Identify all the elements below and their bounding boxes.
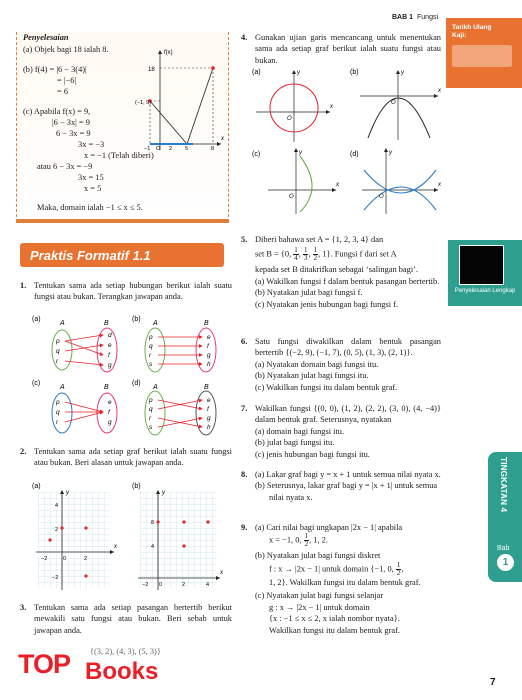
q1a-d: d xyxy=(108,332,112,339)
q5-b: (b) Nyatakan julat bagi fungsi f. xyxy=(255,288,363,298)
q1a-r: r xyxy=(56,358,59,365)
q2b-x-0: 0 xyxy=(159,582,163,588)
q9-c3: {x : −1 ≤ x ≤ 2, x ialah nombor nyata}. xyxy=(269,614,400,624)
q2b-y-4: 4 xyxy=(151,544,155,550)
q7-text: Wakilkan fungsi {(0, 0), (1, 2), (2, 2), (3, 0), (4, −4)} dalam bentuk graf. Seterusnya, nyatakan xyxy=(255,404,441,425)
q5-line1: Diberi bahawa set A = {1, 2, 3, 4} dan xyxy=(255,235,384,244)
q1c-set-a: A xyxy=(60,384,65,391)
q8-b: (b) Seterusnya, lakar graf bagi y = |x + 1| untuk semua nilai nyata x. xyxy=(255,481,438,502)
qr-code-icon[interactable] xyxy=(459,245,504,285)
tingkatan-text: TINGKATAN 4 xyxy=(499,457,509,513)
q9-frac-half-b: $\frac{1}{2}$ xyxy=(396,560,401,577)
q7-b: (b) julat bagi fungsi itu. xyxy=(255,438,335,448)
q4a-x: x xyxy=(330,104,333,110)
q1b-set-a: A xyxy=(153,320,158,327)
q1-arrow-diagrams xyxy=(32,313,232,443)
q4d-x: x xyxy=(438,182,441,188)
q6-a: (a) Nyatakan domain bagi fungsi itu. xyxy=(255,359,379,369)
q9-b1: (b) Nyatakan julat bagi fungsi diskret xyxy=(255,551,381,561)
q1c-r: r xyxy=(56,419,59,426)
q4a-y: y xyxy=(297,70,300,76)
tarikh-ulang-kaji xyxy=(446,18,522,88)
q4c-x: x xyxy=(336,182,339,188)
topbooks-logo-books: Books xyxy=(85,658,159,685)
q1b-f: f xyxy=(207,343,209,350)
q1b-q: q xyxy=(149,343,153,350)
solution-c9: Maka, domain ialah −1 ≤ x ≤ 5. xyxy=(37,203,143,212)
q5-frac-1-3: $\frac{1}{3}$ xyxy=(303,246,308,263)
graph-x-tick-8: 8 xyxy=(211,146,215,151)
solution-box-bottom-bar xyxy=(16,219,229,223)
q1b-s: s xyxy=(149,361,153,368)
graph-y-label: f(x) xyxy=(164,50,173,56)
q9-c1: (c) Nyatakan julat bagi fungsi selanjar xyxy=(255,591,384,601)
q2a-y-minus2: −2 xyxy=(52,575,59,581)
q5-line3: kepada set B ditakrifkan sebagai ‘salingan bagi’. xyxy=(255,265,419,275)
solution-c1: (c) Apabila f(x) = 9, xyxy=(23,107,91,116)
q1a-set-a: A xyxy=(60,320,65,327)
q4-graphs xyxy=(252,66,442,216)
q1c-q: q xyxy=(56,409,60,416)
q2a-y-2: 2 xyxy=(55,527,59,533)
q1c-f: f xyxy=(108,409,110,416)
q4-part-a: (a) xyxy=(252,69,261,76)
q2a-y-label: y xyxy=(66,490,69,496)
q1d-g: g xyxy=(207,415,211,422)
q1b-p: p xyxy=(149,334,153,341)
q9-frac-half-a: $\frac{1}{2}$ xyxy=(304,532,309,549)
tarikh-label: Tarikh Ulang Kaji: xyxy=(452,24,492,39)
q2-part-a: (a) xyxy=(32,483,41,490)
topic-label: Fungsi xyxy=(417,14,439,21)
solution-b3: = 6 xyxy=(57,87,69,96)
q1b-h: h xyxy=(207,361,211,368)
q1d-e: e xyxy=(207,397,211,404)
q1a-set-b: B xyxy=(104,320,109,327)
q6-b: (b) Nyatakan julat bagi fungsi itu. xyxy=(255,371,369,381)
q1a-q: q xyxy=(56,348,60,355)
q4-part-c: (c) xyxy=(252,151,261,158)
solution-c7: 3x = 15 xyxy=(78,173,104,182)
q1d-q: q xyxy=(149,406,153,413)
q1a-p: p xyxy=(56,338,60,345)
q7-c: (c) jenis hubungan bagi fungsi itu. xyxy=(255,449,370,459)
q5-number: 5. xyxy=(241,235,248,244)
q1d-s: s xyxy=(149,424,153,431)
q9-c2: g : x → |2x − 1| untuk domain xyxy=(269,602,370,612)
q1b-set-b: B xyxy=(204,320,209,327)
page-number: 7 xyxy=(490,677,496,688)
solution-c5: x = −1 (Telah diberi) xyxy=(84,151,154,160)
q2b-y-label: y xyxy=(162,490,165,496)
q4b-y: y xyxy=(401,70,404,76)
chapter-label: BAB 1 xyxy=(392,14,414,21)
q9-c4: Wakilkan fungsi itu dalam bentuk graf. xyxy=(269,625,400,635)
q6-text: Satu fungsi diwakilkan dalam bentuk pasangan bertertib {(−2, 9), (−1, 7), (0, 5), (1, 3), (2, 1)}. xyxy=(255,337,441,358)
q4b-x: x xyxy=(438,88,441,94)
q4a-o: O xyxy=(287,116,292,122)
solution-title: Penyelesaian xyxy=(23,33,69,42)
q2a-x-2: 2 xyxy=(84,556,88,562)
q2-part-b: (b) xyxy=(132,483,141,490)
q5-line2a: set B = {0, xyxy=(255,249,292,259)
q8-a: (a) Lakar graf bagi y = x + 1 untuk semua nilai nyata x. xyxy=(255,470,441,479)
penyelesaian-lengkap-panel[interactable] xyxy=(448,240,522,306)
q3-partial-set: {(3, 2), (4, 3), (5, 3)} xyxy=(90,647,161,656)
q2-text: Tentukan sama ada setiap graf berikut ialah suatu fungsi atau bukan. Beri alasan untuk jawapan anda. xyxy=(34,447,232,468)
graph-x-tick-5: 5 xyxy=(185,146,189,151)
graph-x-label: x xyxy=(221,136,224,142)
topbooks-logo-top: TOP xyxy=(18,649,71,679)
q1c-g: g xyxy=(108,419,112,426)
q2b-y-8: 8 xyxy=(151,520,155,526)
q4c-o: O xyxy=(289,194,294,200)
q9-a2b: , 1, 2. xyxy=(309,535,328,545)
q7-number: 7. xyxy=(241,404,248,413)
q6-number: 6. xyxy=(241,337,248,346)
q1d-p: p xyxy=(149,397,153,404)
bab-label: Bab xyxy=(497,545,510,552)
q5-line2b: , 1}. Fungsi f dari set A xyxy=(318,249,397,259)
q1a-f: f xyxy=(108,352,110,359)
graph-x-tick-minus1: −1 xyxy=(144,146,151,151)
q1b-g: g xyxy=(207,352,211,359)
q5-frac-1-4: $\frac{1}{4}$ xyxy=(294,246,298,263)
solution-c6: atau 6 − 3x = −9 xyxy=(37,162,93,171)
bab-number-badge: 1 xyxy=(497,554,514,571)
q1a-e: e xyxy=(108,342,112,349)
solution-c2: |6 − 3x| = 9 xyxy=(52,118,90,127)
q4b-o: O xyxy=(391,100,396,106)
q7-a: (a) domain bagi fungsi itu. xyxy=(255,426,345,436)
q9-b2b: , xyxy=(401,564,404,574)
q5-a: (a) Wakilkan fungsi f dalam bentuk pasangan bertertib. xyxy=(255,276,440,286)
q8-number: 8. xyxy=(241,470,248,479)
solution-a: (a) Objek bagi 18 ialah 8. xyxy=(23,45,109,54)
q5-frac-1-2: $\frac{1}{2}$ xyxy=(313,246,318,263)
graph-point-label: (−1, 9) xyxy=(135,100,152,106)
q9-a2a: x = −1, 0, xyxy=(269,535,302,545)
q2a-x-minus2: −2 xyxy=(41,556,48,562)
q2b-x-minus2: −2 xyxy=(142,582,149,588)
q1d-set-a: A xyxy=(153,384,158,391)
q3-number: 3. xyxy=(20,603,27,612)
q9-b2a: f : x → |2x − 1| untuk domain {−1, 0, xyxy=(269,564,394,574)
q1-text: Tentukan sama ada setiap hubungan berikut ialah suatu fungsi atau bukan. Terangkan jawapan anda. xyxy=(34,281,232,302)
q1-part-a: (a) xyxy=(32,316,41,323)
q2a-x-label: x xyxy=(114,544,117,550)
q4-text: Gunakan ujian garis mencancang untuk menentukan sama ada setiap graf berikut ialah suatu fungsi atau bukan. xyxy=(255,33,441,65)
q4-part-b: (b) xyxy=(350,69,359,76)
page-header xyxy=(392,13,438,23)
point-8-18 xyxy=(211,66,215,70)
q9-number: 9. xyxy=(241,523,248,532)
q2b-x-label: x xyxy=(220,570,223,576)
q4c-y: y xyxy=(299,150,302,156)
q1b-e: e xyxy=(207,334,211,341)
graph-y-tick-18: 18 xyxy=(148,67,155,73)
q1d-set-b: B xyxy=(204,384,209,391)
q5-c: (c) Nyatakan jenis hubungan bagi fungsi f. xyxy=(255,299,399,309)
q2a-x-0: 0 xyxy=(63,556,67,562)
q4d-y: y xyxy=(389,150,392,156)
q4-part-d: (d) xyxy=(350,151,359,158)
q4d-o: O xyxy=(379,194,384,200)
q1-number: 1. xyxy=(20,281,27,290)
graph-origin: O xyxy=(156,146,161,151)
q2b-x-4: 4 xyxy=(206,582,210,588)
q2b-x-2: 2 xyxy=(182,582,186,588)
q1c-set-b: B xyxy=(104,384,109,391)
q4-number: 4. xyxy=(241,33,248,42)
solution-graph xyxy=(135,46,225,151)
solution-b1: (b) f(4) = |6 − 3(4)| xyxy=(23,65,87,74)
tarikh-input-box[interactable] xyxy=(452,45,512,67)
solution-b2: = |−6| xyxy=(57,76,77,85)
q1d-r: r xyxy=(149,415,152,422)
q1d-h: h xyxy=(207,424,211,431)
q2a-y-4: 4 xyxy=(55,503,59,509)
solution-c8: x = 5 xyxy=(84,184,102,193)
q1b-r: r xyxy=(149,352,152,359)
q1a-g: g xyxy=(108,362,112,369)
q3-text: Tentukan sama ada setiap pasangan bertertib berikut mewakili satu fungsi atau bukan. Beri sebab untuk jawapan anda. xyxy=(34,603,232,635)
q6-c: (c) Wakilkan fungsi itu dalam bentuk graf. xyxy=(255,382,398,392)
q2-number: 2. xyxy=(20,447,27,456)
q1c-e: e xyxy=(108,399,112,406)
graph-x-tick-2: 2 xyxy=(169,146,173,151)
penyelesaian-lengkap-label: Penyelesaian Lengkap xyxy=(454,288,516,294)
q1d-f: f xyxy=(207,406,209,413)
q1c-p: p xyxy=(56,399,60,406)
q9-b3: 1, 2}. Wakilkan fungsi itu dalam bentuk graf. xyxy=(269,577,421,587)
solution-c3: 6 − 3x = 9 xyxy=(56,129,91,138)
q1-part-d: (d) xyxy=(132,380,141,387)
praktis-formatif-heading: Praktis Formatif 1.1 xyxy=(20,243,224,267)
q1-part-c: (c) xyxy=(32,380,41,387)
q9-a1: (a) Cari nilai bagi ungkapan |2x − 1| apabila xyxy=(255,523,403,532)
solution-c4: 3x = −3 xyxy=(78,140,105,149)
q1-part-b: (b) xyxy=(132,316,141,323)
q2-graphs xyxy=(32,480,227,592)
